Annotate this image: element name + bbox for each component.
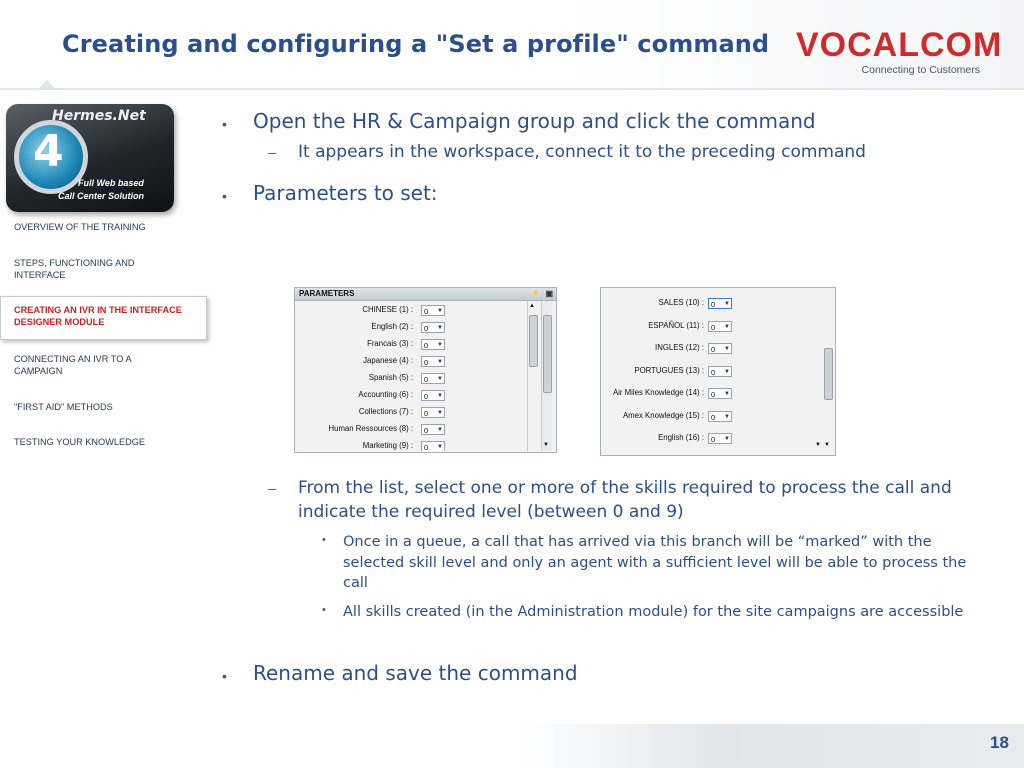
skill-row xyxy=(601,343,732,357)
skill-row xyxy=(295,322,445,336)
skill-level-select[interactable] xyxy=(421,356,445,367)
skill-level-value: 0 xyxy=(711,345,716,354)
skill-level-select[interactable] xyxy=(708,321,732,332)
sub-skills-accessible: All skills created (in the Administration module) for the site campaigns are accessible xyxy=(343,604,964,620)
nav-item-steps[interactable]: STEPS, FUNCTIONING AND INTERFACE xyxy=(14,258,135,280)
chevron-down-icon: ▼ xyxy=(724,346,730,352)
skill-level-value: 0 xyxy=(424,392,429,401)
skill-level-select[interactable] xyxy=(421,373,445,384)
skill-level-select[interactable] xyxy=(708,411,732,422)
skill-label: Spanish (5) : xyxy=(368,373,413,382)
skill-row xyxy=(295,356,445,370)
chevron-down-icon: ▼ xyxy=(437,308,443,314)
brand-tagline: Connecting to Customers xyxy=(861,64,980,76)
parameters-panel-left xyxy=(294,287,557,453)
chevron-down-icon: ▼ xyxy=(724,391,730,397)
chevron-down-icon: ▼ xyxy=(437,410,443,416)
skill-level-value: 0 xyxy=(424,307,429,316)
chevron-down-icon: ▼ xyxy=(724,301,730,307)
lightning-icon[interactable]: ⚡ xyxy=(530,289,540,298)
skill-level-select[interactable] xyxy=(708,343,732,354)
skill-level-select[interactable] xyxy=(708,298,732,309)
scroll-thumb[interactable] xyxy=(543,315,552,393)
skill-label: English (16) : xyxy=(658,433,704,442)
nav-item-testing[interactable]: TESTING YOUR KNOWLEDGE xyxy=(14,437,146,447)
inner-scrollbar[interactable] xyxy=(815,288,833,454)
chevron-down-icon: ▼ xyxy=(437,325,443,331)
skill-level-select[interactable] xyxy=(421,305,445,316)
nav-item-overview[interactable]: OVERVIEW OF THE TRAINING xyxy=(14,222,146,232)
skill-label: Japanese (4) : xyxy=(363,356,413,365)
bullet-open-group: Open the HR & Campaign group and click the command xyxy=(253,109,816,133)
skill-row xyxy=(601,298,732,312)
skill-level-value: 0 xyxy=(424,426,429,435)
skill-label: English (2) : xyxy=(371,322,413,331)
chevron-down-icon: ▼ xyxy=(437,427,443,433)
skill-level-select[interactable] xyxy=(708,366,732,377)
scroll-thumb[interactable] xyxy=(529,315,538,367)
skill-level-value: 0 xyxy=(424,443,429,451)
skill-level-select[interactable] xyxy=(708,388,732,399)
skill-row xyxy=(295,424,445,438)
scroll-down-icon[interactable]: ▼ xyxy=(543,442,549,448)
skill-label: Air Miles Knowledge (14) : xyxy=(612,388,704,397)
skill-row xyxy=(601,366,732,380)
skill-level-value: 0 xyxy=(424,358,429,367)
chevron-down-icon: ▼ xyxy=(724,369,730,375)
scroll-down-icon[interactable]: ▼ xyxy=(815,442,821,448)
chevron-down-icon: ▼ xyxy=(724,324,730,330)
sidebar xyxy=(0,90,192,768)
nav-item-first-aid[interactable]: "FIRST AID" METHODS xyxy=(14,402,113,412)
chevron-down-icon: ▼ xyxy=(437,393,443,399)
skill-level-select[interactable] xyxy=(421,441,445,451)
chevron-down-icon: ▼ xyxy=(724,414,730,420)
save-icon[interactable]: ▣ xyxy=(545,289,553,298)
skill-label: Human Ressources (8) : xyxy=(328,424,413,433)
page-number: 18 xyxy=(990,733,1009,752)
parameters-panel-right xyxy=(600,287,836,456)
skill-row xyxy=(601,388,732,402)
hermes-version-number: 4 xyxy=(33,126,64,177)
skill-level-select[interactable] xyxy=(421,424,445,435)
vocalcom-logo xyxy=(796,26,1003,78)
skill-label: CHINESE (1) : xyxy=(362,305,413,314)
skill-label: SALES (10) : xyxy=(658,298,704,307)
scroll-thumb[interactable] xyxy=(824,348,833,400)
panel-header xyxy=(295,288,556,301)
chevron-down-icon: ▼ xyxy=(437,342,443,348)
chevron-down-icon: ▼ xyxy=(437,359,443,365)
footer-band xyxy=(520,724,1024,768)
skill-level-select[interactable] xyxy=(421,407,445,418)
skill-label: INGLES (12) : xyxy=(655,343,704,352)
skill-level-select[interactable] xyxy=(421,339,445,350)
skill-level-value: 0 xyxy=(711,323,716,332)
bullet-rename-save: Rename and save the command xyxy=(253,661,578,685)
bullet-parameters: Parameters to set: xyxy=(253,181,438,205)
skill-level-value: 0 xyxy=(424,375,429,384)
skill-label: Amex Knowledge (15) : xyxy=(622,411,704,420)
hermes-line1: Full Web based xyxy=(78,178,144,188)
skill-level-value: 0 xyxy=(424,409,429,418)
skill-row xyxy=(601,411,732,425)
skill-row xyxy=(295,390,445,404)
skill-level-select[interactable] xyxy=(421,322,445,333)
skill-level-value: 0 xyxy=(711,390,716,399)
bullet-dot: • xyxy=(322,534,326,546)
skill-label: PORTUGUES (13) : xyxy=(634,366,704,375)
dash-marker: – xyxy=(268,144,276,160)
inner-scrollbar[interactable] xyxy=(527,301,538,451)
panel-header-label: PARAMETERS xyxy=(299,289,355,298)
scroll-down-icon[interactable]: ▼ xyxy=(824,442,830,448)
skill-label: Francais (3) : xyxy=(367,339,413,348)
skill-label: Accounting (6) : xyxy=(358,390,413,399)
skill-level-value: 0 xyxy=(711,413,716,422)
header-notch xyxy=(38,80,56,89)
hermes-name: Hermes.Net xyxy=(52,108,146,124)
skill-row xyxy=(295,339,445,353)
skill-row xyxy=(295,407,445,421)
outer-scrollbar[interactable] xyxy=(541,301,552,451)
skill-label: Collections (7) : xyxy=(358,407,413,416)
bullet-dot: • xyxy=(222,188,227,204)
bullet-dot: • xyxy=(222,116,227,132)
skill-level-value: 0 xyxy=(711,368,716,377)
sub-select-skills: From the list, select one or more of the skills required to process the call and indicate the required level (between 0 and 9) xyxy=(298,478,952,522)
skill-level-value: 0 xyxy=(711,300,716,309)
bullet-dot: • xyxy=(322,604,326,616)
skill-level-select[interactable] xyxy=(708,433,732,444)
chevron-down-icon: ▼ xyxy=(437,376,443,382)
hermes-line2: Call Center Solution xyxy=(58,191,145,201)
skill-row xyxy=(601,321,732,335)
bullet-dot: • xyxy=(222,668,227,684)
skill-row xyxy=(295,305,445,319)
dash-marker: – xyxy=(268,480,276,496)
scroll-up-icon[interactable]: ▲ xyxy=(529,303,535,309)
nav-item-creating-ivr[interactable]: CREATING AN IVR IN THE INTERFACE DESIGNER MODULE xyxy=(14,305,182,327)
skill-row xyxy=(295,441,445,451)
skill-level-value: 0 xyxy=(711,435,716,444)
hermes-net-logo xyxy=(6,104,174,212)
brand-name: VOCALCOM xyxy=(796,26,1003,64)
skill-level-value: 0 xyxy=(424,324,429,333)
chevron-down-icon: ▼ xyxy=(437,444,443,450)
nav-item-connecting-ivr[interactable]: CONNECTING AN IVR TO A CAMPAIGN xyxy=(14,354,132,376)
skill-label: ESPAÑOL (11) : xyxy=(648,321,704,330)
skill-level-value: 0 xyxy=(424,341,429,350)
skill-row xyxy=(601,433,732,447)
sub-queue-marked: Once in a queue, a call that has arrived via this branch will be “marked” with the selected skill level and only an agent with a sufficient level will be able to process the call xyxy=(343,534,967,591)
skill-row xyxy=(295,373,445,387)
sub-appears-workspace: It appears in the workspace, connect it to the preceding command xyxy=(298,142,866,162)
slide-title: Creating and configuring a "Set a profile" command xyxy=(62,30,770,58)
skill-label: Marketing (9) : xyxy=(362,441,413,450)
skill-level-select[interactable] xyxy=(421,390,445,401)
chevron-down-icon: ▼ xyxy=(724,436,730,442)
